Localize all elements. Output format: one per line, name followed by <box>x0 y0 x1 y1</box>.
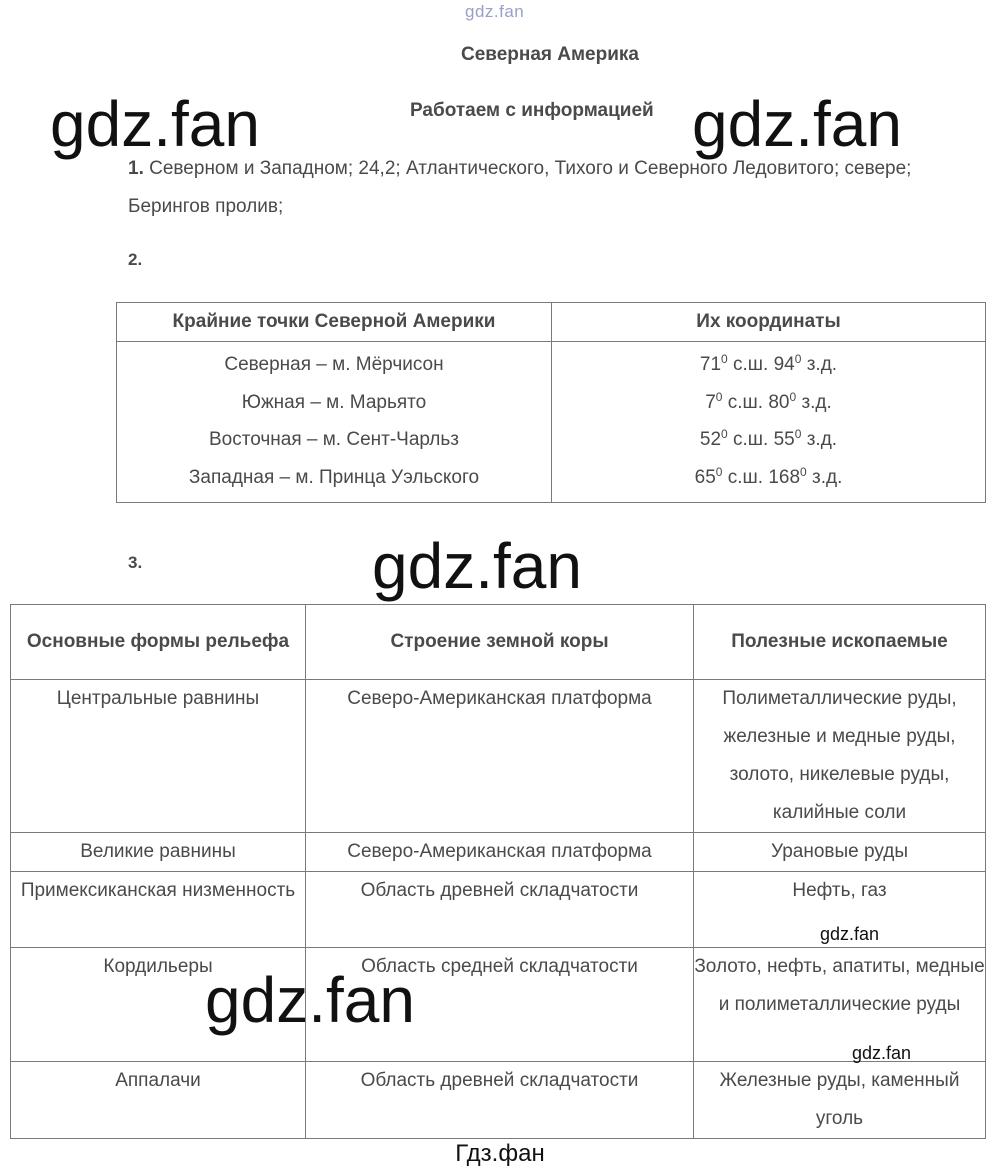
table-row <box>11 948 986 1062</box>
coordinate: $7^0$ с.ш. $80^0$ з.д. <box>705 389 832 413</box>
extreme-point: Северная – м. Мёрчисон <box>224 354 444 375</box>
table-header-row <box>117 303 986 342</box>
column-header: Крайние точки Северной Америки <box>117 303 552 342</box>
table-row <box>11 833 986 872</box>
extreme-point: Южная – м. Марьято <box>241 391 427 413</box>
watermark-large: gdz.fan <box>692 88 902 160</box>
coordinate: $65^0$ с.ш. $168^0$ з.д. <box>694 464 843 488</box>
extreme-point: Западная – м. Принца Уэльского <box>188 466 480 488</box>
section-subtitle: Работаем с информацией <box>410 100 654 121</box>
relief-table <box>10 604 986 1139</box>
relief-cell: Кордильеры <box>11 948 306 1062</box>
crust-cell: Область средней складчатости <box>306 948 694 1062</box>
task-1-number: 1. <box>128 158 144 179</box>
watermark-small: gdz.fan <box>852 1043 912 1063</box>
coordinate: $71^0$ с.ш. $94^0$ з.д. <box>699 352 838 375</box>
minerals-cell: Полиметаллические руды, железные и медные руды, золото, никелевые руды, калийные соли <box>694 680 986 833</box>
table-row <box>11 680 986 833</box>
relief-cell: Аппалачи <box>11 1062 306 1139</box>
task-1-paragraph <box>128 150 988 226</box>
watermark-large: gdz.fan <box>372 530 582 602</box>
watermark-top: gdz.fan <box>465 2 525 21</box>
coords-cell <box>552 342 986 503</box>
relief-cell: Примексиканская низменность <box>11 872 306 948</box>
coordinate: $52^0$ с.ш. $55^0$ з.д. <box>699 427 838 450</box>
task-3-number: 3. <box>128 553 143 572</box>
crust-cell: Область древней складчатости <box>306 1062 694 1139</box>
minerals-cell: Золото, нефть, апатиты, медные и полиметаллические руды <box>694 948 986 1062</box>
watermark-large: gdz.fan <box>205 964 415 1036</box>
minerals-cell: Нефть, газ <box>694 872 986 948</box>
table-row <box>11 1062 986 1139</box>
table-row <box>117 342 986 503</box>
points-cell <box>117 342 552 503</box>
crust-cell: Северо-Американская платформа <box>306 680 694 833</box>
table-header-row <box>11 605 986 680</box>
column-header: Основные формы рельефа <box>11 605 306 680</box>
minerals-cell: Урановые руды <box>694 833 986 872</box>
crust-cell: Северо-Американская платформа <box>306 833 694 872</box>
watermark-small: gdz.fan <box>820 924 880 944</box>
extreme-points-table <box>116 302 986 503</box>
column-header: Их координаты <box>552 303 986 342</box>
column-header: Строение земной коры <box>306 605 694 680</box>
watermark-large: gdz.fan <box>50 88 260 160</box>
task-1-text: Северном и Западном; 24,2; Атлантического, Тихого и Северного Ледовитого; севере; Берингов пролив; <box>128 158 912 217</box>
page-title: Северная Америка <box>460 44 639 65</box>
minerals-cell: Железные руды, каменный уголь <box>694 1062 986 1139</box>
crust-cell: Область древней складчатости <box>306 872 694 948</box>
task-2-number: 2. <box>128 250 143 269</box>
relief-cell: Центральные равнины <box>11 680 306 833</box>
relief-cell: Великие равнины <box>11 833 306 872</box>
footer-watermark: Гдз.фан <box>455 1140 545 1167</box>
column-header: Полезные ископаемые <box>694 605 986 680</box>
extreme-point: Восточная – м. Сент-Чарльз <box>208 429 460 450</box>
